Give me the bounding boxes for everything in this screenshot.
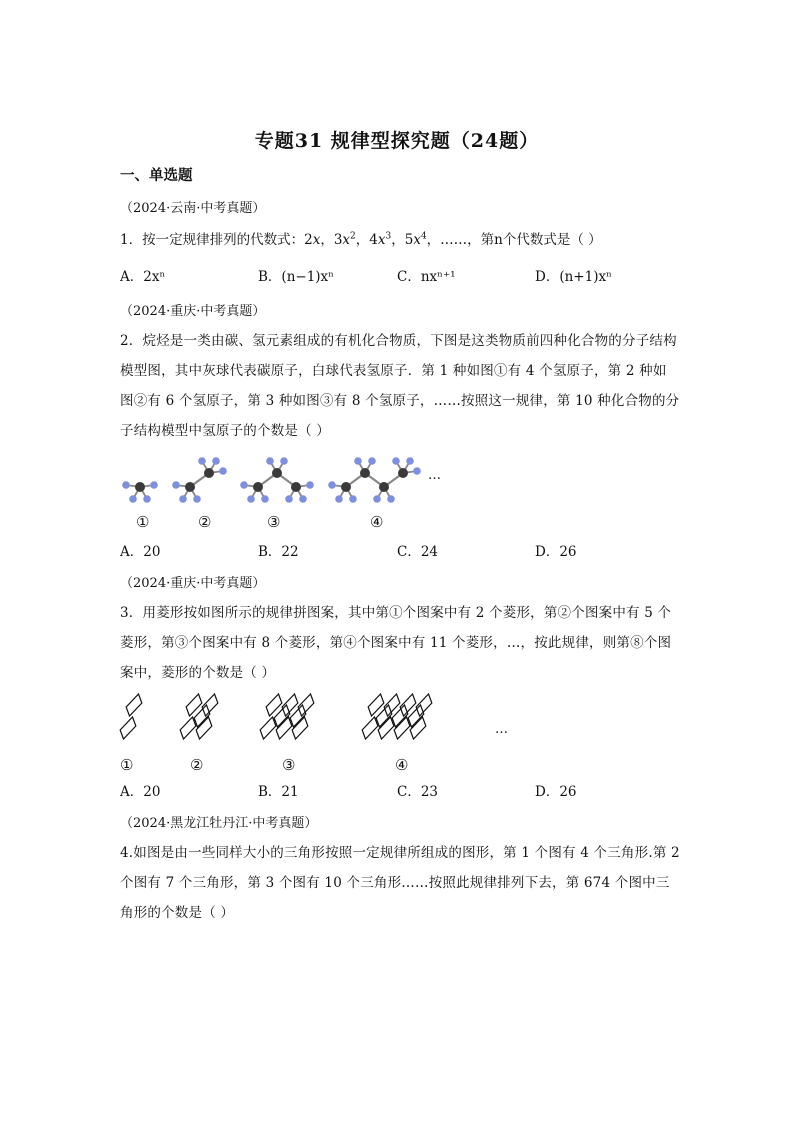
carbon-atom bbox=[253, 482, 263, 492]
q1-option-a[interactable]: A．2xⁿ bbox=[120, 269, 166, 285]
q3-option-c[interactable]: C．23 bbox=[397, 784, 439, 800]
carbon-atom bbox=[379, 482, 389, 492]
carbon-atom bbox=[291, 482, 301, 492]
q4-source: （2024·黑龙江牡丹江·中考真题） bbox=[120, 816, 318, 831]
hydrogen-atom bbox=[143, 495, 151, 503]
hydrogen-atom bbox=[335, 495, 343, 503]
q3-figure-ellipsis: … bbox=[495, 722, 508, 737]
hydrogen-atom bbox=[392, 457, 400, 465]
hydrogen-atom bbox=[406, 457, 414, 465]
q2-figure-label-1: ① bbox=[136, 513, 150, 531]
q2-source: （2024·重庆·中考真题） bbox=[120, 304, 266, 319]
q2-option-d[interactable]: D．26 bbox=[535, 544, 577, 560]
q2-figure-label-2: ② bbox=[198, 513, 212, 531]
rhombus bbox=[126, 694, 142, 716]
q2-figure-label-3: ③ bbox=[267, 513, 281, 531]
hydrogen-atom bbox=[266, 457, 274, 465]
carbon-atom bbox=[135, 482, 145, 492]
q1-text-post: ，……，第n个代数式是（ ） bbox=[426, 232, 602, 248]
q1-option-b[interactable]: B．(n−1)xⁿ bbox=[258, 269, 335, 285]
hydrogen-atom bbox=[150, 481, 158, 489]
hydrogen-atom bbox=[122, 481, 130, 489]
hydrogen-atom bbox=[280, 457, 288, 465]
q3-option-d[interactable]: D．26 bbox=[535, 784, 577, 800]
q3-figure-label-1: ① bbox=[120, 756, 134, 774]
q2-figure-ellipsis: … bbox=[428, 468, 441, 483]
carbon-atom bbox=[398, 468, 408, 478]
q3-figure-label-4: ④ bbox=[395, 756, 409, 774]
q3-option-a[interactable]: A．20 bbox=[120, 784, 161, 800]
hydrogen-atom bbox=[306, 481, 314, 489]
hydrogen-atom bbox=[261, 495, 269, 503]
q3-source: （2024·重庆·中考真题） bbox=[120, 576, 266, 591]
hydrogen-atom bbox=[368, 457, 376, 465]
hydrogen-atom bbox=[373, 495, 381, 503]
hydrogen-atom bbox=[387, 495, 395, 503]
rhombus bbox=[260, 717, 276, 739]
q1-option-d[interactable]: D．(n+1)xⁿ bbox=[535, 269, 612, 285]
hydrogen-atom bbox=[179, 495, 187, 503]
section-heading: 一、单选题 bbox=[120, 167, 193, 184]
carbon-atom bbox=[185, 482, 195, 492]
carbon-atom bbox=[204, 468, 214, 478]
page-title: 专题31 规律型探究题（24题） bbox=[254, 130, 540, 152]
q3-option-b[interactable]: B．21 bbox=[258, 784, 299, 800]
hydrogen-atom bbox=[299, 495, 307, 503]
hydrogen-atom bbox=[354, 457, 362, 465]
hydrogen-atom bbox=[193, 495, 201, 503]
q3-figure-label-3: ③ bbox=[282, 756, 296, 774]
q4-text: 4.如图是由一些同样大小的三角形按照一定规律所组成的图形，第 1 个图有 4 个三角形.第 2 个图有 7 个三角形，第 3 个图有 10 个三角形……按照此规律排列下去，第 674 个图中三角形的个数是（ ） bbox=[120, 845, 680, 921]
q3-text: 3．用菱形按如图所示的规律拼图案，其中第①个图案中有 2 个菱形，第②个图案中有 5 个菱形，第③个图案中有 8 个菱形，第④个图案中有 11 个菱形，…，按此规律，则第⑧个图案中，菱形的个数是（ ） bbox=[120, 605, 672, 681]
hydrogen-atom bbox=[328, 481, 336, 489]
hydrogen-atom bbox=[129, 495, 137, 503]
hydrogen-atom bbox=[349, 495, 357, 503]
hydrogen-atom bbox=[172, 481, 180, 489]
q2-option-b[interactable]: B．22 bbox=[258, 544, 299, 560]
q2-figure-label-4: ④ bbox=[370, 513, 384, 531]
hydrogen-atom bbox=[240, 481, 248, 489]
hydrogen-atom bbox=[285, 495, 293, 503]
hydrogen-atom bbox=[413, 467, 421, 475]
q1-option-c[interactable]: C．nxⁿ⁺¹ bbox=[397, 269, 456, 285]
rhombus bbox=[120, 717, 136, 739]
carbon-atom bbox=[360, 468, 370, 478]
q2-option-a[interactable]: A．20 bbox=[120, 544, 161, 560]
q3-rhombus-figure bbox=[118, 690, 478, 750]
rhombus bbox=[362, 717, 378, 739]
q2-text: 2．烷烃是一类由碳、氢元素组成的有机化合物质，下图是这类物质前四种化合物的分子结构模型图，其中灰球代表碳原子，白球代表氢原子．第 1 种如图①有 4 个氢原子，第 2 种如图②有 6 个氢原子，第 3 种如图③有 8 个氢原子，……按照这一规律，第 10 种化合物的分子结构模型中氢原子的个数是（ ） bbox=[120, 333, 680, 439]
hydrogen-atom bbox=[219, 467, 227, 475]
hydrogen-atom bbox=[198, 457, 206, 465]
q1-text: 1．按一定规律排列的代数式：2x，$3x^2$，$4x^3$，$5x^4$，……，第n个代数式是（ ） bbox=[120, 231, 602, 248]
rhombus bbox=[180, 717, 196, 739]
carbon-atom bbox=[341, 482, 351, 492]
q2-option-c[interactable]: C．24 bbox=[397, 544, 439, 560]
q1-source: （2024·云南·中考真题） bbox=[120, 201, 266, 216]
carbon-atom bbox=[272, 468, 282, 478]
q3-figure-label-2: ② bbox=[190, 756, 204, 774]
hydrogen-atom bbox=[247, 495, 255, 503]
hydrogen-atom bbox=[212, 457, 220, 465]
q1-text-pre: 1．按一定规律排列的代数式：2 bbox=[120, 232, 313, 248]
